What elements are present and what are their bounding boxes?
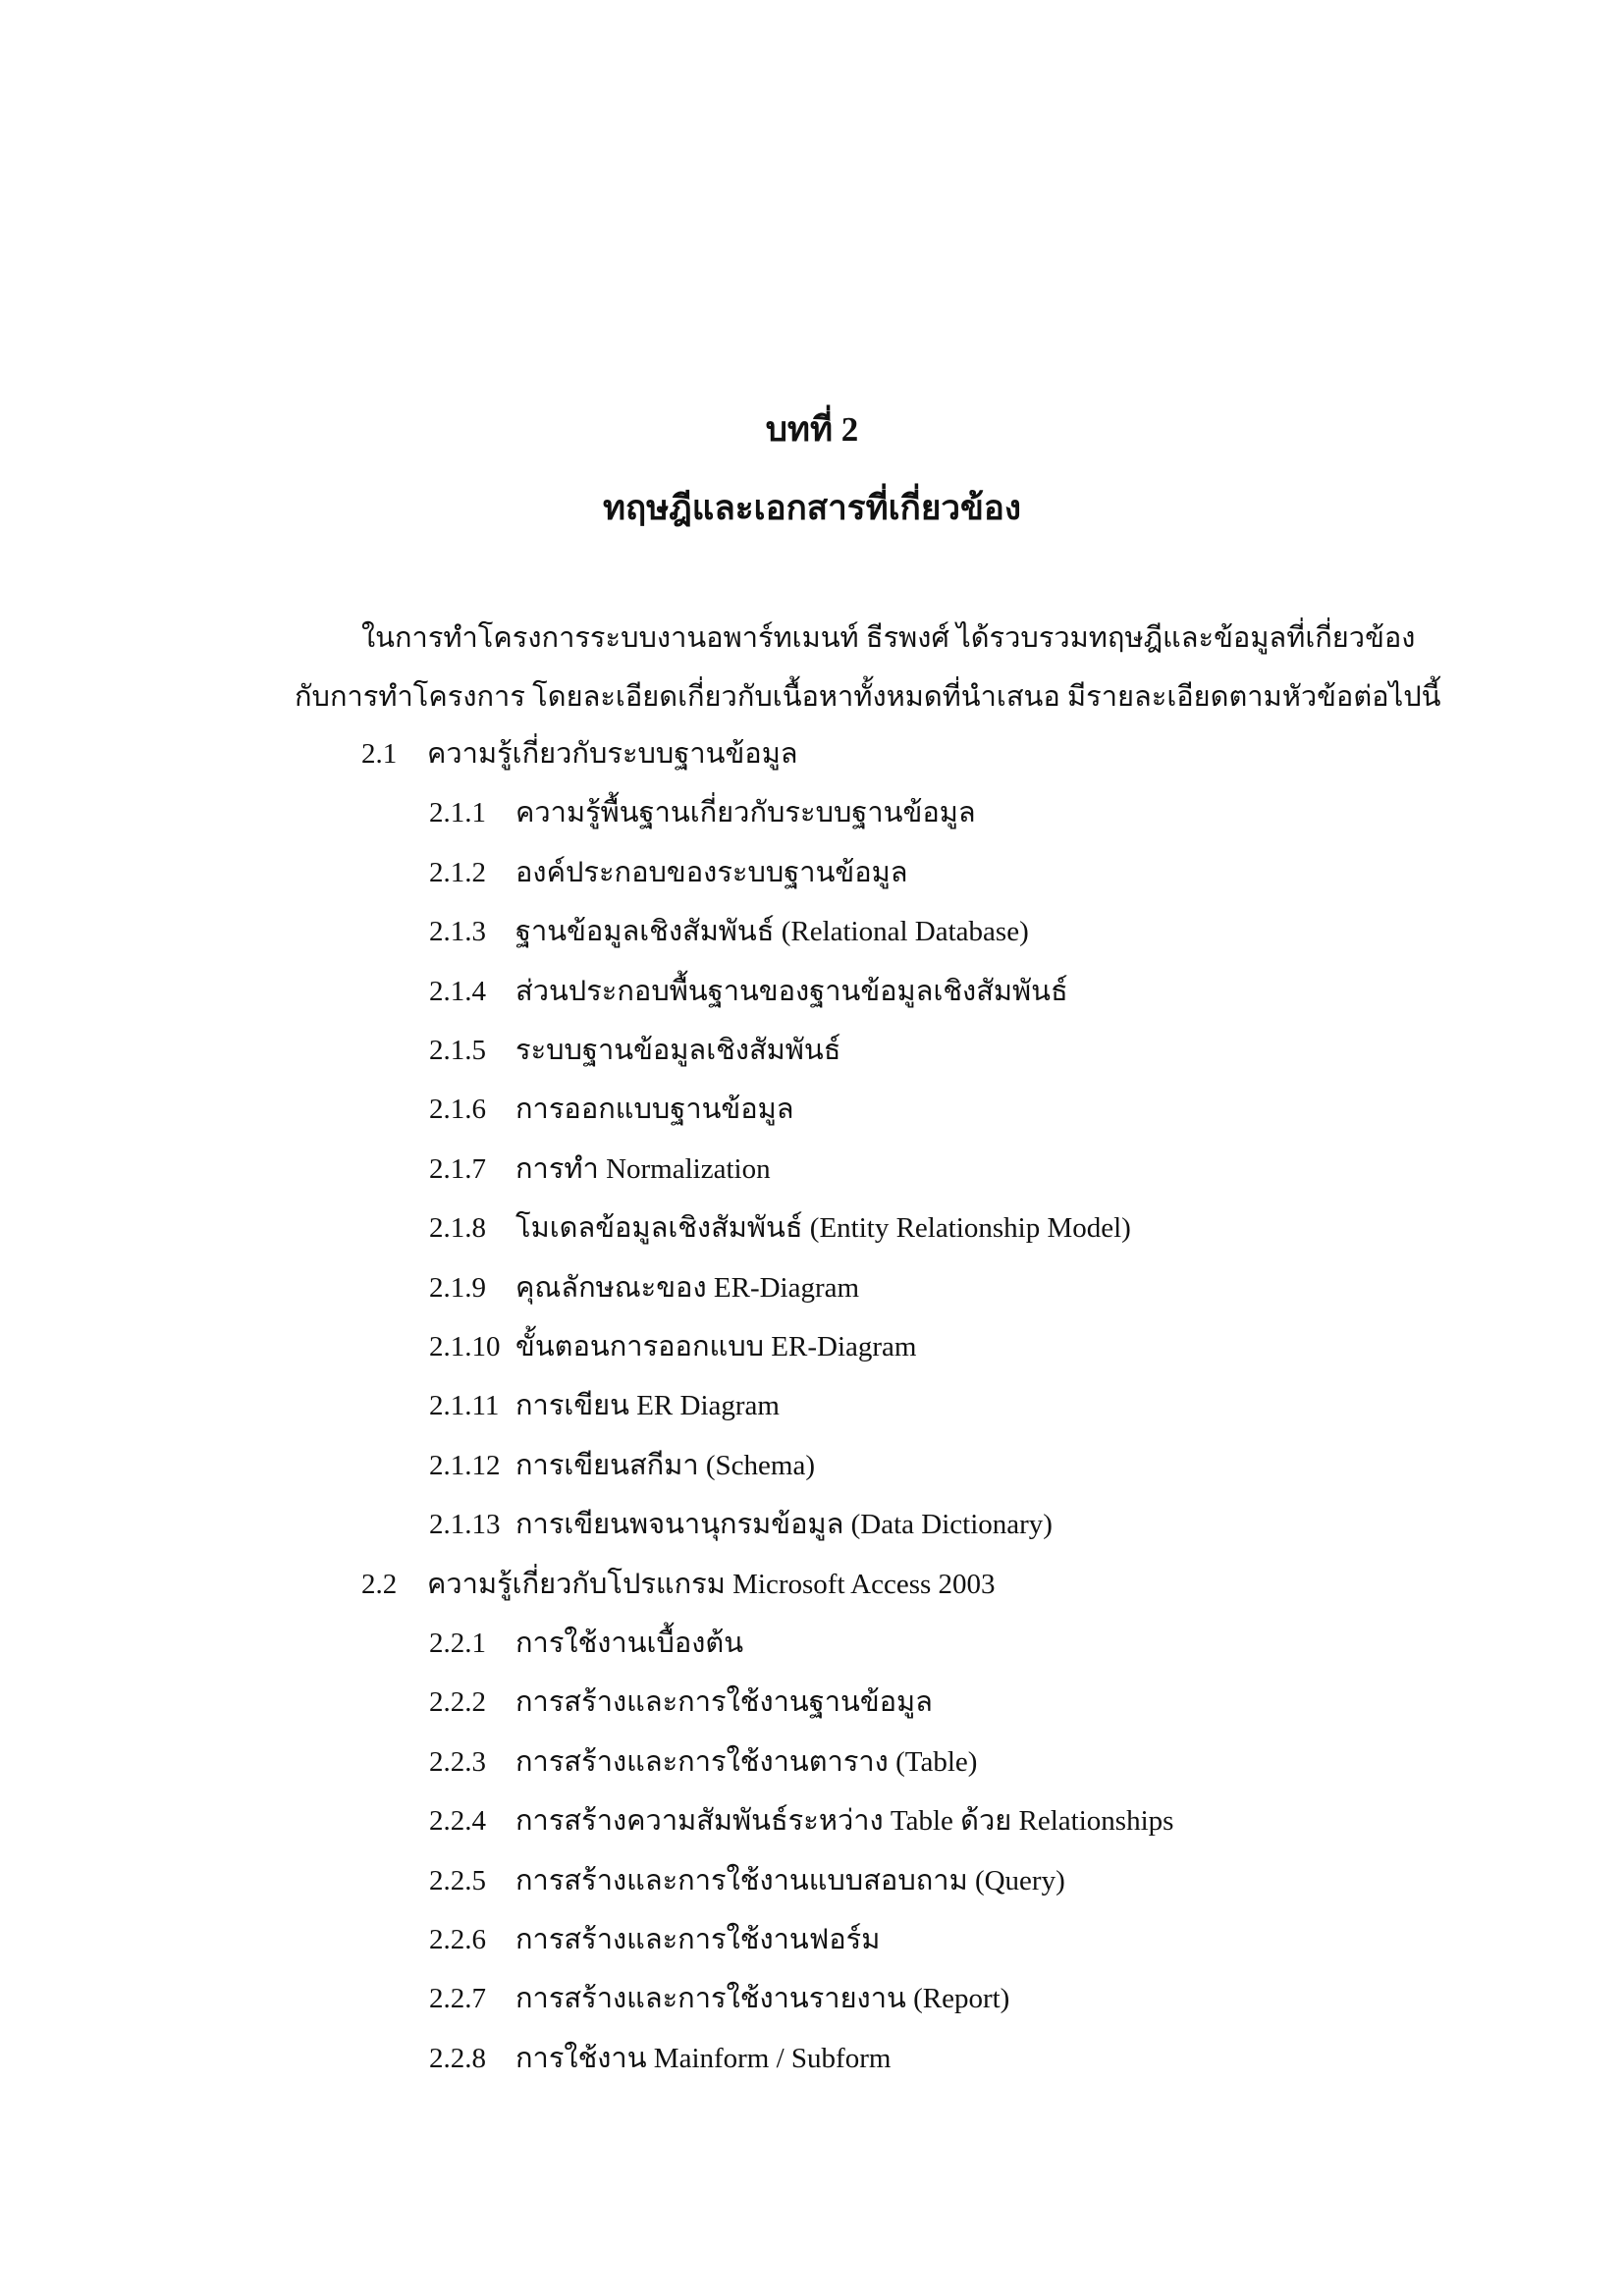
section-number: 2.1.1 — [429, 797, 486, 828]
section-number: 2.1.11 — [429, 1390, 500, 1421]
section-title: การสร้างและการใช้งานแบบสอบถาม (Query) — [515, 1865, 1065, 1896]
section-number: 2.2.7 — [429, 1983, 486, 2014]
section-number: 2.1.12 — [429, 1450, 501, 1481]
chapter-number: บทที่ 2 — [765, 410, 859, 449]
intro-paragraph-line-1: ในการทำโครงการระบบงานอพาร์ทเมนท์ ธีรพงศ์ ได้รวบรวมทฤษฎีและข้อมูลที่เกี่ยวข้อง — [361, 622, 1416, 654]
section-title: การเขียน ER Diagram — [515, 1390, 780, 1421]
section-number: 2.2.8 — [429, 2043, 486, 2074]
section-number: 2.1.13 — [429, 1509, 501, 1540]
section-number: 2.2 — [361, 1569, 398, 1600]
section-title: คุณลักษณะของ ER-Diagram — [515, 1272, 860, 1304]
section-title: องค์ประกอบของระบบฐานข้อมูล — [515, 857, 908, 888]
section-number: 2.2.3 — [429, 1746, 486, 1778]
section-title: การออกแบบฐานข้อมูล — [515, 1094, 794, 1125]
section-number: 2.2.5 — [429, 1865, 486, 1896]
section-title: การเขียนสกีมา (Schema) — [515, 1450, 815, 1481]
section-number: 2.1 — [361, 738, 398, 770]
section-number: 2.2.6 — [429, 1924, 486, 1955]
section-title: การสร้างและการใช้งานตาราง (Table) — [515, 1746, 978, 1778]
section-number: 2.2.1 — [429, 1628, 486, 1659]
section-title: ความรู้พื้นฐานเกี่ยวกับระบบฐานข้อมูล — [515, 797, 976, 828]
section-title: ส่วนประกอบพื้นฐานของฐานข้อมูลเชิงสัมพันธ์ — [515, 976, 1068, 1007]
section-number: 2.1.2 — [429, 857, 486, 888]
section-title: การเขียนพจนานุกรมข้อมูล (Data Dictionary) — [515, 1509, 1053, 1540]
section-title: ฐานข้อมูลเชิงสัมพันธ์ (Relational Database) — [515, 916, 1029, 947]
section-title: ขั้นตอนการออกแบบ ER-Diagram — [515, 1331, 917, 1362]
section-title: การสร้างและการใช้งานรายงาน (Report) — [515, 1983, 1010, 2014]
section-title: การสร้างและการใช้งานฐานข้อมูล — [515, 1686, 933, 1718]
section-number: 2.1.9 — [429, 1272, 486, 1304]
section-number: 2.1.3 — [429, 916, 486, 947]
section-number: 2.1.6 — [429, 1094, 486, 1125]
section-number: 2.1.8 — [429, 1212, 486, 1244]
section-number: 2.2.4 — [429, 1805, 486, 1837]
section-number: 2.1.5 — [429, 1035, 486, 1066]
section-title: ความรู้เกี่ยวกับโปรแกรม Microsoft Access 2003 — [427, 1569, 996, 1600]
section-title: การสร้างและการใช้งานฟอร์ม — [515, 1924, 881, 1955]
section-number: 2.1.7 — [429, 1153, 486, 1185]
section-title: การทำ Normalization — [515, 1153, 771, 1185]
section-title: การใช้งานเบื้องต้น — [515, 1628, 744, 1659]
section-title: ความรู้เกี่ยวกับระบบฐานข้อมูล — [427, 738, 798, 770]
section-title: การใช้งาน Mainform / Subform — [515, 2043, 892, 2074]
section-number: 2.1.4 — [429, 976, 486, 1007]
section-number: 2.2.2 — [429, 1686, 486, 1718]
section-number: 2.1.10 — [429, 1331, 501, 1362]
chapter-title: ทฤษฎีและเอกสารที่เกี่ยวข้อง — [602, 489, 1022, 527]
intro-paragraph-line-2: กับการทำโครงการ โดยละเอียดเกี่ยวกับเนื้อหาทั้งหมดที่นำเสนอ มีรายละเอียดตามหัวข้อต่อไปนี้ — [295, 681, 1441, 713]
section-title: การสร้างความสัมพันธ์ระหว่าง Table ด้วย Relationships — [515, 1805, 1174, 1837]
section-title: ระบบฐานข้อมูลเชิงสัมพันธ์ — [515, 1035, 841, 1066]
section-title: โมเดลข้อมูลเชิงสัมพันธ์ (Entity Relationship Model) — [515, 1212, 1131, 1244]
